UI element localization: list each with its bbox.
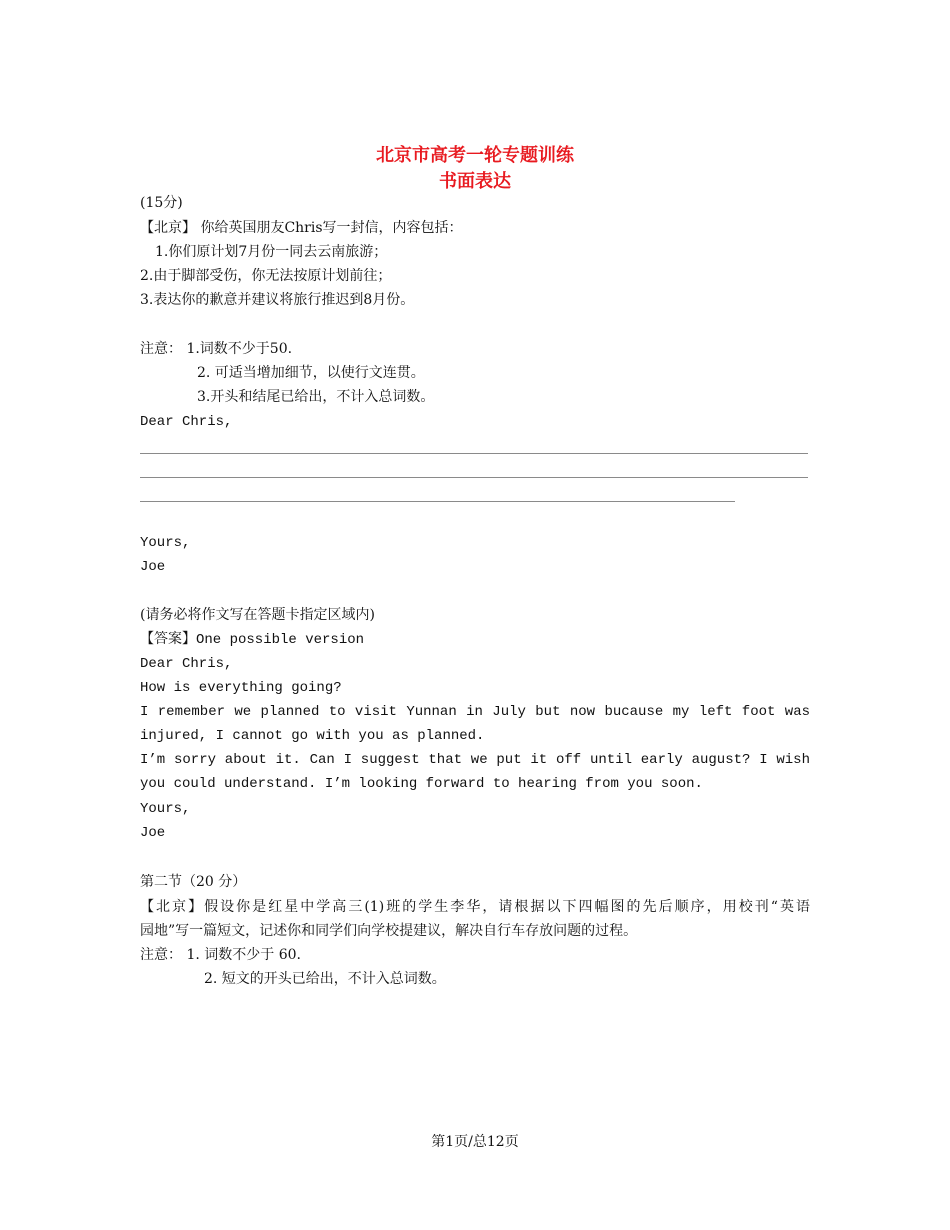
writing-instruction: (请务必将作文写在答题卡指定区域内) (140, 607, 375, 623)
note-3: 3.开头和结尾已给出，不计入总词数。 (197, 389, 435, 405)
section2-heading: 第二节（20 分） (140, 874, 247, 890)
letter-closing: Yours, (140, 535, 191, 551)
answer-text-line: How is everything going? (140, 680, 342, 696)
answer-signature: Joe (140, 825, 166, 841)
answer-text-line: I’m sorry about it. Can I suggest that we put it off until early august? I wish (140, 752, 810, 768)
section2-note-1: 注意： 1. 词数不少于 60. (140, 947, 301, 963)
note-2: 2. 可适当增加细节，以使行文连贯。 (197, 365, 425, 381)
note-1: 注意： 1.词数不少于50. (140, 341, 293, 357)
letter-salutation: Dear Chris, (140, 414, 233, 430)
score-label: (15分) (140, 195, 183, 211)
answer-text-line: you could understand. I’m looking forward to hearing from you soon. (140, 776, 703, 792)
answer-line-2 (140, 477, 808, 478)
answer-closing: Yours, (140, 801, 191, 817)
document-subtitle: 书面表达 (439, 171, 511, 192)
section2-task-line-1: 【北京】假设你是红星中学高三(1)班的学生李华，请根据以下四幅图的先后顺序，用校刊“英语 (140, 899, 810, 915)
answer-text-line: I remember we planned to visit Yunnan in July but now bucause my left foot was (140, 704, 810, 720)
document-title: 北京市高考一轮专题训练 (376, 145, 574, 166)
page-footer: 第1页/总12页 (431, 1134, 519, 1150)
letter-signature: Joe (140, 559, 166, 575)
answer-text-line: injured, I cannot go with you as planned. (140, 728, 485, 744)
task-point-1: 1.你们原计划7月份一同去云南旅游； (155, 244, 388, 260)
task-point-3: 3.表达你的歉意并建议将旅行推迟到8月份。 (140, 292, 415, 308)
answer-label: 【答案】One possible version (140, 632, 365, 648)
section2-note-2: 2. 短文的开头已给出，不计入总词数。 (204, 971, 446, 987)
section2-task-line-2: 园地”写一篇短文，记述你和同学们向学校提建议，解决自行车存放问题的过程。 (140, 923, 638, 939)
answer-salutation: Dear Chris, (140, 656, 233, 672)
task-point-2: 2.由于脚部受伤，你无法按原计划前往； (140, 268, 392, 284)
answer-line-3 (140, 501, 735, 502)
task-prompt: 【北京】 你给英国朋友Chris写一封信，内容包括： (140, 220, 463, 236)
answer-line-1 (140, 453, 808, 454)
